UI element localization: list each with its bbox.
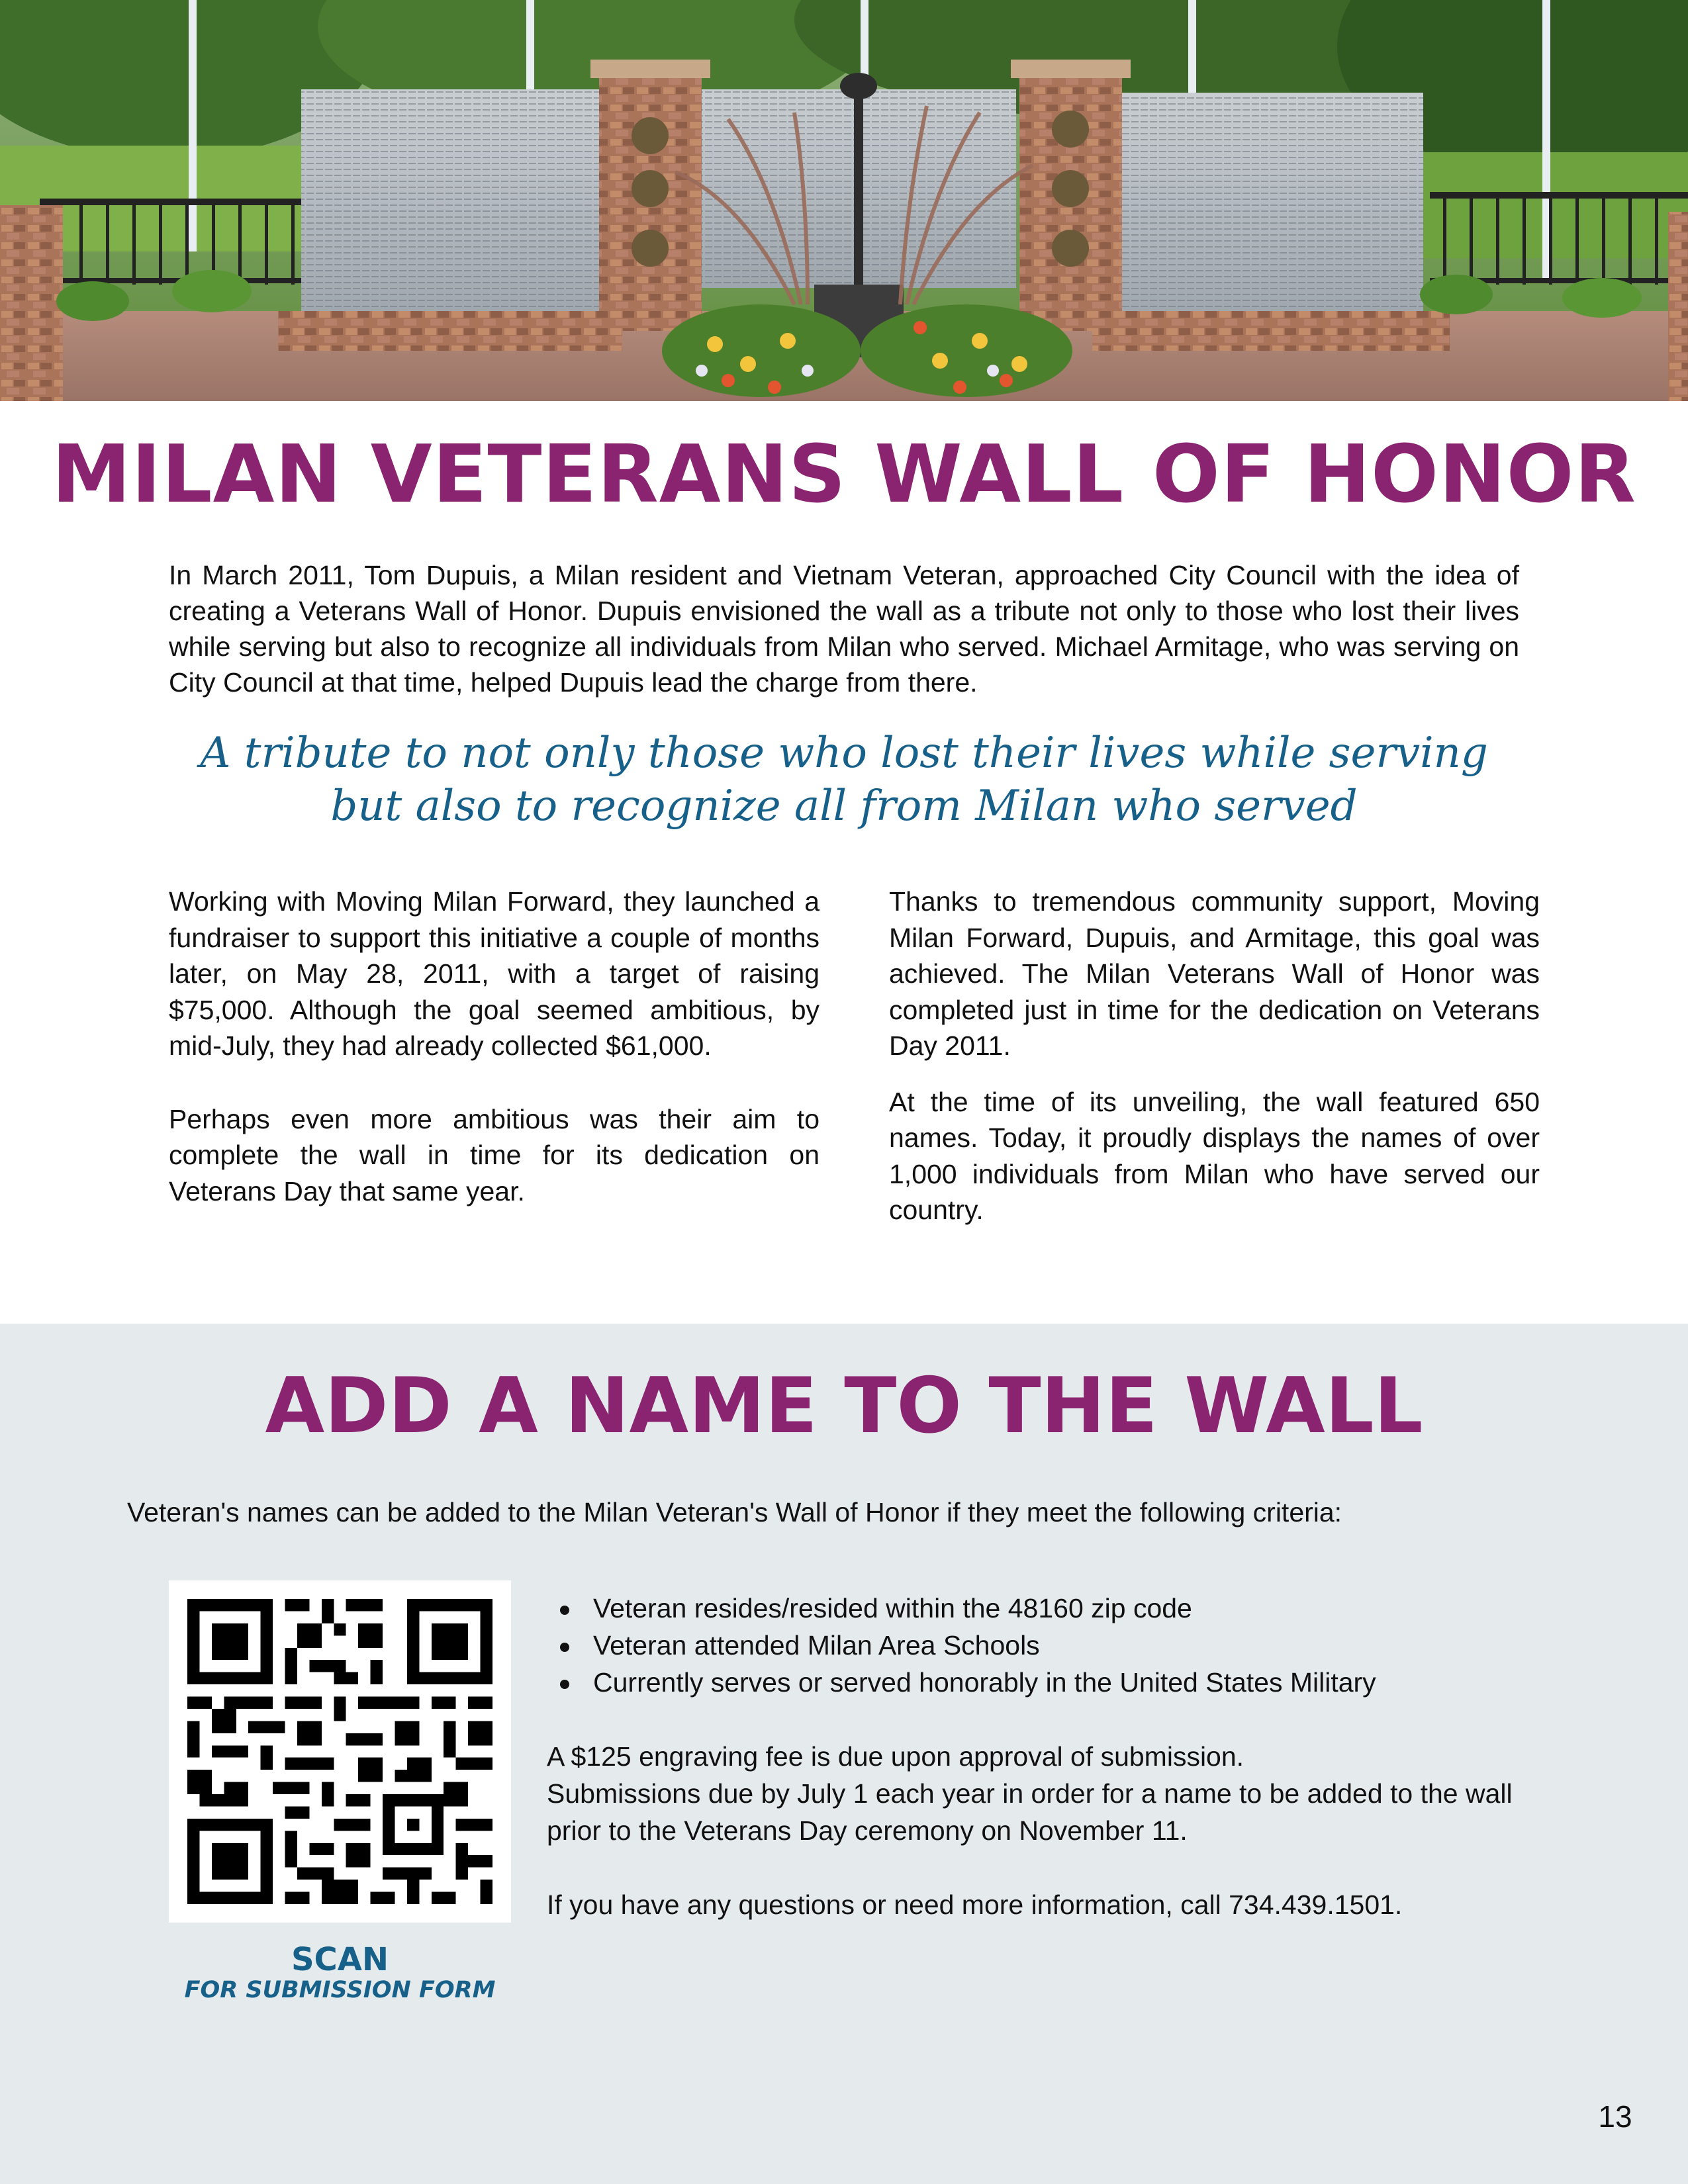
criteria-list (547, 1590, 1376, 1701)
memorial-photo-drawing (0, 0, 1688, 401)
left-column-paragraph: Perhaps even more ambitious was their aim to complete the wall in time for its dedication on Veterans Day that same year. (169, 1103, 820, 1206)
scan-label: SCAN (291, 1941, 389, 1978)
criteria-intro: Veteran's names can be added to the Milan Veteran's Wall of Honor if they meet the following criteria: (127, 1497, 1342, 1527)
left-column (169, 884, 820, 1246)
submission-details (547, 1738, 1540, 1923)
intro-paragraph: In March 2011, Tom Dupuis, a Milan resident and Vietnam Veteran, approached City Council with the idea of creating a Veterans Wall of Honor. Dupuis envisioned the wall as a tribute not only to those who lost their lives while serving but also to recognize all individuals from Milan who served. Michael Armitage, who was serving on City Council at that time, helped Dupuis lead the charge from there. (169, 560, 1519, 698)
scan-sublabel: FOR SUBMISSION FORM (184, 1977, 496, 2003)
fee-line: A $125 engraving fee is due upon approval of submission. (547, 1741, 1244, 1772)
left-column-paragraph: Working with Moving Milan Forward, they launched a fundraiser to support this initiative a couple of months later, on May 28, 2011, with a target of raising $75,000. Although the goal seemed ambitious, by mid-July, they had already collected $61,000. (169, 886, 820, 1061)
memorial-photo (0, 0, 1688, 401)
add-name-title: ADD A NAME TO THE WALL (265, 1361, 1423, 1451)
qr-code-icon (187, 1599, 492, 1904)
scan-caption (169, 1942, 511, 2003)
qr-code[interactable] (169, 1580, 511, 1923)
pull-quote (169, 727, 1519, 833)
right-column-paragraph: At the time of its unveiling, the wall featured 650 names. Today, it proudly displays the names of over 1,000 individuals from Milan who have served our country. (889, 1086, 1540, 1225)
right-column (889, 884, 1540, 1248)
page-title: MILAN VETERANS WALL OF HONOR (52, 429, 1636, 521)
deadline-line-1: Submissions due by July 1 each year in order for a name to be added to the wall (547, 1778, 1513, 1809)
pull-quote-line-2: but also to recognize all from Milan who served (330, 782, 1358, 831)
page-number: 13 (1598, 2099, 1632, 2134)
deadline-line-2: prior to the Veterans Day ceremony on November 11. (547, 1815, 1188, 1846)
list-item: Veteran resides/resided within the 48160 zip code (547, 1590, 1376, 1627)
list-item: Currently serves or served honorably in the United States Military (547, 1664, 1376, 1701)
contact-line: If you have any questions or need more information, call 734.439.1501. (547, 1889, 1403, 1920)
pull-quote-line-1: A tribute to not only those who lost their lives while serving (200, 729, 1488, 778)
list-item: Veteran attended Milan Area Schools (547, 1627, 1376, 1664)
right-column-paragraph: Thanks to tremendous community support, Moving Milan Forward, Dupuis, and Armitage, this goal was achieved. The Milan Veterans Wall of Honor was completed just in time for the dedication on Veterans Day 2011. (889, 886, 1540, 1061)
